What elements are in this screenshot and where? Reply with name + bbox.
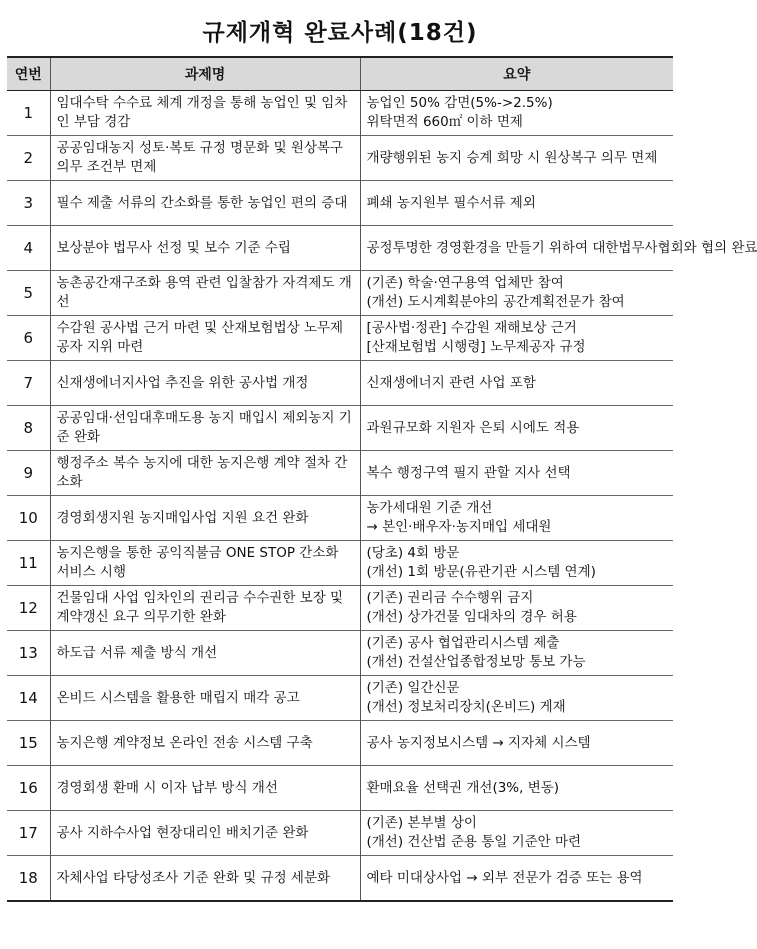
summary-cell <box>360 631 673 676</box>
summary-cell <box>360 766 673 811</box>
summary-cell <box>360 136 673 181</box>
summary-line: 폐쇄 농지원부 필수서류 제외 <box>366 194 536 211</box>
row-number: 12 <box>7 586 50 631</box>
summary-cell <box>360 721 673 766</box>
summary-line: (개선) 건설산업종합정보망 통보 가능 <box>366 654 586 670</box>
table-row <box>7 406 673 451</box>
task-name: 자체사업 타당성조사 기준 완화 및 규정 세분화 <box>50 856 360 902</box>
task-name: 농촌공간재구조화 용역 관련 입찰참가 자격제도 개선 <box>50 271 360 316</box>
summary-cell <box>360 496 673 541</box>
row-number: 6 <box>7 316 50 361</box>
task-name: 경영회생지원 농지매입사업 지원 요건 완화 <box>50 496 360 541</box>
table-row <box>7 91 673 136</box>
table-row <box>7 631 673 676</box>
row-number: 2 <box>7 136 50 181</box>
summary-cell <box>360 316 673 361</box>
summary-line: (기존) 공사 협업관리시스템 제출 <box>366 635 560 651</box>
table-row <box>7 856 673 902</box>
task-name: 하도급 서류 제출 방식 개선 <box>50 631 360 676</box>
summary-cell <box>360 181 673 226</box>
summary-cell <box>360 226 757 271</box>
task-name: 농지은행 계약정보 온라인 전송 시스템 구축 <box>50 721 360 766</box>
task-name: 공사 지하수사업 현장대리인 배치기준 완화 <box>50 811 360 856</box>
summary-line: (개선) 1회 방문(유관기관 시스템 연계) <box>366 564 596 580</box>
table-row <box>7 271 673 316</box>
task-name: 경영회생 환매 시 이자 납부 방식 개선 <box>50 766 360 811</box>
table-row <box>7 496 673 541</box>
header-task: 과제명 <box>50 57 360 91</box>
row-number: 18 <box>7 856 50 902</box>
summary-cell <box>360 271 673 316</box>
task-name: 필수 제출 서류의 간소화를 통한 농업인 편의 증대 <box>50 181 360 226</box>
row-number: 3 <box>7 181 50 226</box>
row-number: 5 <box>7 271 50 316</box>
task-name: 농지은행을 통한 공익직불금 ONE STOP 간소화 서비스 시행 <box>50 541 360 586</box>
summary-line: (개선) 상가건물 임대차의 경우 허용 <box>366 609 577 625</box>
row-number: 17 <box>7 811 50 856</box>
summary-line: (개선) 건산법 준용 통일 기준안 마련 <box>366 834 582 850</box>
table-row <box>7 226 673 271</box>
row-number: 8 <box>7 406 50 451</box>
summary-line: 개량행위된 농지 승계 희망 시 원상복구 의무 면제 <box>366 149 658 166</box>
summary-cell <box>360 676 673 721</box>
summary-line: → 본인·배우자·농지매입 세대원 <box>366 519 552 535</box>
reform-cases-table <box>7 56 757 902</box>
summary-line: 과원규모화 지원자 은퇴 시에도 적용 <box>366 419 580 436</box>
summary-line: 위탁면적 660㎡ 이하 면제 <box>366 114 523 130</box>
summary-line: (기존) 본부별 상이 <box>366 815 477 831</box>
table-row <box>7 676 673 721</box>
page-title: 규제개혁 완료사례(18건) <box>202 20 478 46</box>
summary-line: [산재보험법 시행령] 노무제공자 규정 <box>366 339 586 355</box>
summary-line: 복수 행정구역 필지 관할 지사 선택 <box>366 464 571 481</box>
summary-line: (당초) 4회 방문 <box>366 545 460 561</box>
header-summary: 요약 <box>360 57 673 91</box>
summary-cell <box>360 541 673 586</box>
table-row <box>7 451 673 496</box>
task-name: 온비드 시스템을 활용한 매립지 매각 공고 <box>50 676 360 721</box>
summary-cell <box>360 451 673 496</box>
summary-cell <box>360 856 673 902</box>
table-row <box>7 541 673 586</box>
summary-line: 공정투명한 경영환경을 만들기 위하여 대한법무사협회와 협의 완료 <box>366 239 757 256</box>
summary-cell <box>360 586 673 631</box>
summary-cell <box>360 811 673 856</box>
table-row <box>7 586 673 631</box>
table-row <box>7 766 673 811</box>
row-number: 1 <box>23 103 34 122</box>
table-row <box>7 136 673 181</box>
task-name: 행정주소 복수 농지에 대한 농지은행 계약 절차 간소화 <box>50 451 360 496</box>
task-name: 공공임대농지 성토·복토 규정 명문화 및 원상복구 의무 조건부 면제 <box>50 136 360 181</box>
row-number: 7 <box>7 361 50 406</box>
table-row <box>7 811 673 856</box>
row-number: 13 <box>7 631 50 676</box>
summary-line: 신재생에너지 관련 사업 포함 <box>366 374 536 391</box>
row-number: 4 <box>7 226 50 271</box>
table-header-row <box>7 57 673 91</box>
row-number: 11 <box>7 541 50 586</box>
task-name: 신재생에너지사업 추진을 위한 공사법 개정 <box>50 361 360 406</box>
summary-line: 농업인 50% 감면(5%->2.5%) <box>366 95 553 111</box>
row-number: 16 <box>7 766 50 811</box>
task-name: 임대수탁 수수료 체계 개정을 통해 농업인 및 임차인 부담 경감 <box>50 91 360 136</box>
summary-line: (개선) 정보처리장치(온비드) 게재 <box>366 699 566 715</box>
summary-cell <box>360 91 673 136</box>
task-name: 건물임대 사업 임차인의 권리금 수수권한 보장 및 계약갱신 요구 의무기한 완화 <box>50 586 360 631</box>
summary-line: (개선) 도시계획분야의 공간계획전문가 참여 <box>366 294 625 310</box>
table-row <box>7 181 673 226</box>
summary-line: (기존) 일간신문 <box>366 680 460 696</box>
summary-line: (기존) 권리금 수수행위 금지 <box>366 590 534 606</box>
summary-line: 예타 미대상사업 → 외부 전문가 검증 또는 용역 <box>366 869 643 886</box>
task-name: 공공임대·선임대후매도용 농지 매입시 제외농지 기준 완화 <box>50 406 360 451</box>
header-number: 연번 <box>7 57 50 91</box>
table-row <box>7 316 673 361</box>
summary-line: 공사 농지정보시스템 → 지자체 시스템 <box>366 734 591 751</box>
summary-line: [공사법·정관] 수감원 재해보상 근거 <box>366 320 577 336</box>
table-row <box>7 721 673 766</box>
summary-line: (기존) 학술·연구용역 업체만 참여 <box>366 275 564 291</box>
summary-line: 환매요율 선택권 개선(3%, 변동) <box>366 779 560 796</box>
row-number: 10 <box>7 496 50 541</box>
row-number: 14 <box>7 676 50 721</box>
table-row <box>7 361 673 406</box>
task-name: 수감원 공사법 근거 마련 및 산재보험법상 노무제공자 지위 마련 <box>50 316 360 361</box>
row-number: 9 <box>7 451 50 496</box>
summary-cell <box>360 406 673 451</box>
summary-line: 농가세대원 기준 개선 <box>366 500 493 516</box>
summary-cell <box>360 361 673 406</box>
task-name: 보상분야 법무사 선정 및 보수 기준 수립 <box>50 226 360 271</box>
row-number: 15 <box>7 721 50 766</box>
